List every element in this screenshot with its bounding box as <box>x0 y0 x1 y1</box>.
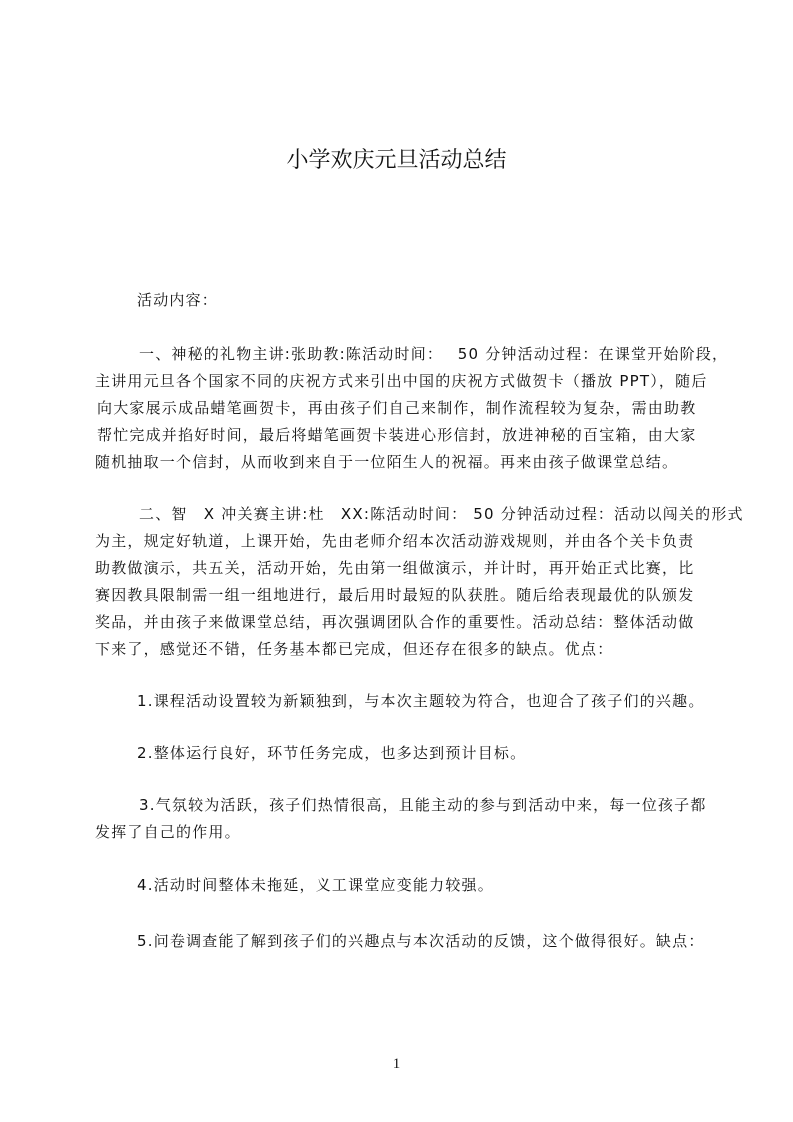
list-item-continuation: 发挥了自己的作用。 <box>95 823 241 841</box>
paragraph-line: 奖品，并由孩子来做课堂总结，再次强调团队合作的重要性。活动总结：整体活动做 <box>95 613 695 631</box>
paragraph-line: 赛因教具限制需一组一组地进行，最后用时最短的队获胜。随后给表现最优的队颁发 <box>95 586 695 604</box>
paragraph-line: 随机抽取一个信封，从而收到来自于一位陌生人的祝福。再来由孩子做课堂总结。 <box>95 453 679 471</box>
paragraph-line: 二、智 X 冲关赛主讲:杜 XX:陈活动时间： 50 分钟活动过程：活动以闯关的形式 <box>139 505 744 523</box>
list-item: 5.问卷调查能了解到孩子们的兴趣点与本次活动的反馈，这个做得很好。缺点： <box>137 932 705 950</box>
list-item: 2.整体运行良好，环节任务完成，也多达到预计目标。 <box>137 744 527 762</box>
paragraph-line: 助教做演示，共五关，活动开始，先由第一组做演示，并计时，再开始正式比赛，比 <box>95 559 695 577</box>
document-title: 小学欢庆元旦活动总结 <box>286 148 507 173</box>
paragraph-line: 帮忙完成并掐好时间，最后将蜡笔画贺卡装进心形信封，放进神秘的百宝箱，由大家 <box>97 426 697 444</box>
list-item: 4.活动时间整体未拖延，义工课堂应变能力较强。 <box>137 876 494 894</box>
paragraph-line: 为主，规定好轨道，上课开始，先由老师介绍本次活动游戏规则，并由各个关卡负责 <box>95 532 695 550</box>
paragraph-line: 主讲用元旦各个国家不同的庆祝方式来引出中国的庆祝方式做贺卡（播放 PPT），随后 <box>95 372 708 390</box>
paragraph-line: 向大家展示成品蜡笔画贺卡，再由孩子们自己来制作，制作流程较为复杂，需由助教 <box>97 399 697 417</box>
list-item: 1.课程活动设置较为新颖独到，与本次主题较为符合，也迎合了孩子们的兴趣。 <box>137 692 705 710</box>
section-heading: 活动内容： <box>137 291 219 309</box>
page-number: 1 <box>392 1056 401 1072</box>
paragraph-line: 一、神秘的礼物主讲:张助教:陈活动时间： 50 分钟活动过程：在课堂开始阶段， <box>139 345 729 363</box>
paragraph-line: 下来了，感觉还不错，任务基本都已完成，但还存在很多的缺点。优点： <box>95 640 614 658</box>
list-item: 3.气氛较为活跃，孩子们热情很高，且能主动的参与到活动中来，每一位孩子都 <box>139 796 707 814</box>
